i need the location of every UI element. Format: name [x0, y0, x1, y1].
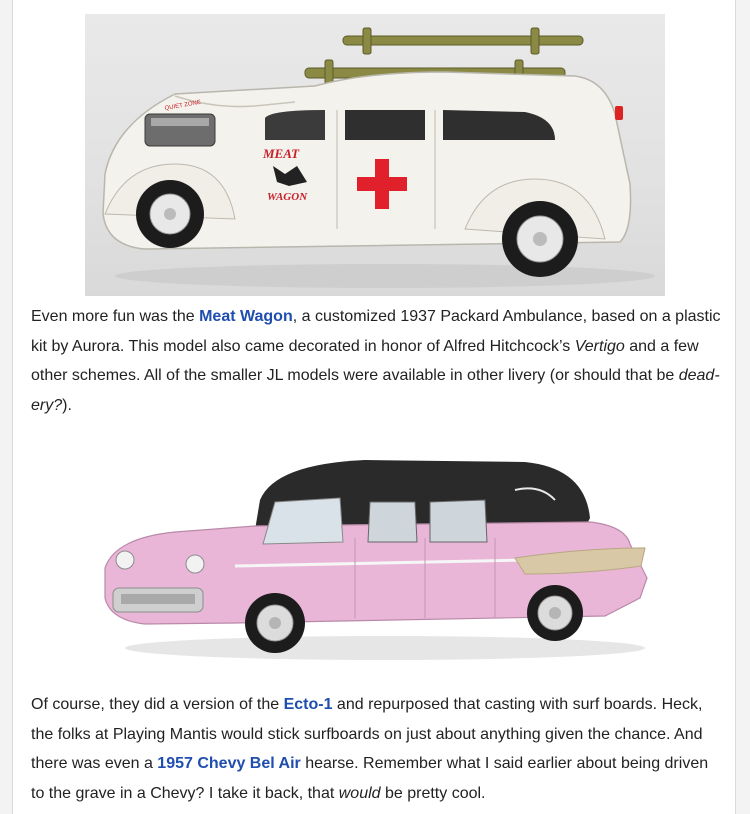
paragraph1-text-4: ).	[62, 396, 72, 414]
chevy-bel-air-link[interactable]: 1957 Chevy Bel Air	[157, 755, 301, 772]
decal-quiet-zone-text: QUIET ZONE	[164, 99, 202, 112]
paragraph1-text-1: Even more fun was the	[31, 308, 200, 325]
meat-wagon-link[interactable]: Meat Wagon	[199, 308, 293, 325]
paragraph2-text-3: hearse. Remember what I said earlier about being driven to the grave in a Chevy? I take it back, that	[31, 755, 709, 802]
decal-wagon-text: WAGON	[267, 191, 308, 203]
paragraph1-text-3: and a few other schemes. All of the smaller JL models were available in other livery (or should that be	[31, 337, 699, 384]
would-emphasis: would	[338, 784, 381, 802]
decal-meat-text: MEAT	[263, 146, 300, 161]
dead-ery-pun: dead-ery?	[31, 367, 720, 414]
paragraph2-text-1: Of course, they did a version of the	[31, 696, 284, 713]
paragraph1-text-2: , a customized 1937 Packard Ambulance, based on a plastic kit by Aurora. This model also came decorated in honor of Alfred Hitchcock’s	[31, 308, 721, 355]
vertigo-title: Vertigo	[574, 337, 625, 355]
ecto1-link[interactable]: Ecto-1	[283, 696, 333, 713]
paragraph-ecto1-hearse	[31, 690, 725, 808]
paragraph2-text-4: be pretty cool.	[380, 784, 486, 802]
paragraph-meat-wagon	[31, 302, 725, 420]
chevy-hearse-photo	[85, 448, 665, 676]
meat-wagon-photo	[85, 14, 665, 296]
chevy-hearse-illustration	[85, 448, 665, 676]
meat-wagon-illustration	[85, 14, 665, 296]
article-page	[12, 0, 736, 814]
paragraph2-text-2: and repurposed that casting with surf boards. Heck, the folks at Playing Mantis would stick surfboards on just about anything given the chance. And there was even a	[31, 696, 703, 772]
